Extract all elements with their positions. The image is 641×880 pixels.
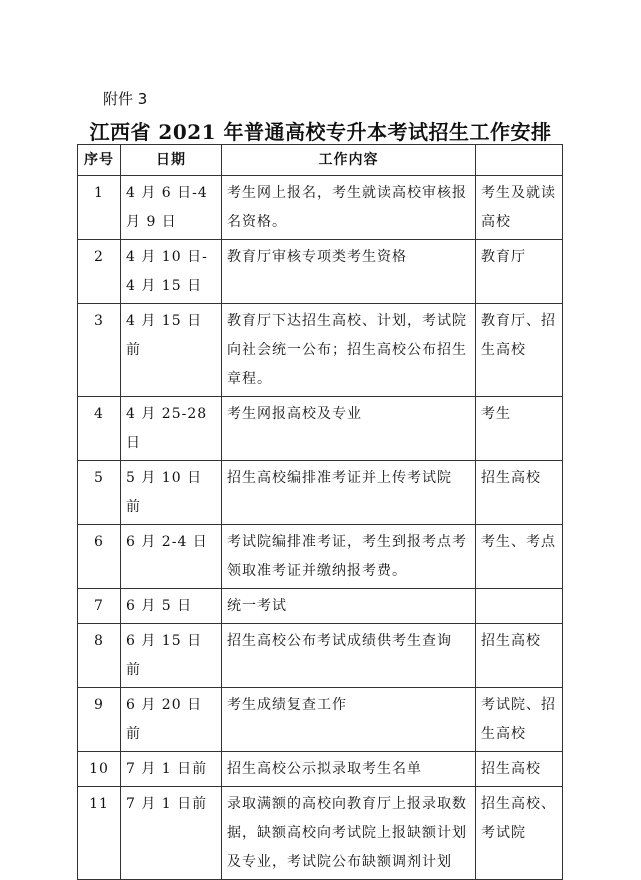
table-row [78, 787, 563, 880]
table-row [78, 688, 563, 752]
table-row [78, 525, 563, 589]
attachment-label: 附件 3 [103, 90, 148, 108]
cell-content: 考生网报高校及专业 [222, 397, 476, 461]
cell-no: 4 [78, 397, 121, 461]
cell-content: 统一考试 [222, 589, 476, 624]
cell-content: 招生高校公示拟录取考生名单 [222, 752, 476, 787]
table-row [78, 397, 563, 461]
cell-content: 教育厅审核专项类考生资格 [222, 240, 476, 304]
cell-date: 7 月 1 日前 [121, 787, 222, 880]
cell-content: 招生高校编排准考证并上传考试院 [222, 461, 476, 525]
cell-party: 考生 [476, 397, 563, 461]
cell-content: 考试院编排准考证，考生到报考点考领取准考证并缴纳报考费。 [222, 525, 476, 589]
table-row [78, 624, 563, 688]
document-title: 江西省 2021 年普通高校专升本考试招生工作安排 [89, 120, 552, 144]
header-content: 工作内容 [222, 145, 476, 176]
cell-no: 5 [78, 461, 121, 525]
cell-content: 考生成绩复查工作 [222, 688, 476, 752]
cell-party: 招生高校 [476, 624, 563, 688]
cell-date: 6 月 20 日前 [121, 688, 222, 752]
cell-no: 9 [78, 688, 121, 752]
table-row [78, 304, 563, 397]
table-row [78, 461, 563, 525]
header-date: 日期 [121, 145, 222, 176]
cell-content: 录取满额的高校向教育厅上报录取数据，缺额高校向考试院上报缺额计划及专业，考试院公布缺额调剂计划 [222, 787, 476, 880]
cell-content: 教育厅下达招生高校、计划，考试院向社会统一公布；招生高校公布招生章程。 [222, 304, 476, 397]
cell-date: 7 月 1 日前 [121, 752, 222, 787]
table-row [78, 176, 563, 240]
cell-no: 1 [78, 176, 121, 240]
cell-party [476, 589, 563, 624]
schedule-table [77, 144, 563, 880]
cell-no: 7 [78, 589, 121, 624]
table-header-row [78, 145, 563, 176]
cell-date: 4 月 25-28 日 [121, 397, 222, 461]
cell-date: 6 月 5 日 [121, 589, 222, 624]
cell-party: 考生及就读高校 [476, 176, 563, 240]
cell-party: 招生高校 [476, 461, 563, 525]
cell-date: 4 月 6 日-4 月 9 日 [121, 176, 222, 240]
cell-content: 考生网上报名，考生就读高校审核报名资格。 [222, 176, 476, 240]
cell-party: 考生、考点 [476, 525, 563, 589]
cell-no: 8 [78, 624, 121, 688]
table-row [78, 240, 563, 304]
cell-party: 考试院、招生高校 [476, 688, 563, 752]
header-party [476, 145, 563, 176]
table-row [78, 752, 563, 787]
cell-date: 5 月 10 日前 [121, 461, 222, 525]
cell-no: 10 [78, 752, 121, 787]
cell-no: 6 [78, 525, 121, 589]
cell-no: 3 [78, 304, 121, 397]
cell-party: 招生高校 [476, 752, 563, 787]
cell-party: 招生高校、考试院 [476, 787, 563, 880]
cell-date: 4 月 10 日-4 月 15 日 [121, 240, 222, 304]
cell-content: 招生高校公布考试成绩供考生查询 [222, 624, 476, 688]
cell-date: 6 月 15 日前 [121, 624, 222, 688]
cell-party: 教育厅 [476, 240, 563, 304]
cell-no: 11 [78, 787, 121, 880]
cell-date: 4 月 15 日前 [121, 304, 222, 397]
cell-date: 6 月 2-4 日 [121, 525, 222, 589]
cell-party: 教育厅、招生高校 [476, 304, 563, 397]
cell-no: 2 [78, 240, 121, 304]
table-row [78, 589, 563, 624]
header-no: 序号 [78, 145, 121, 176]
